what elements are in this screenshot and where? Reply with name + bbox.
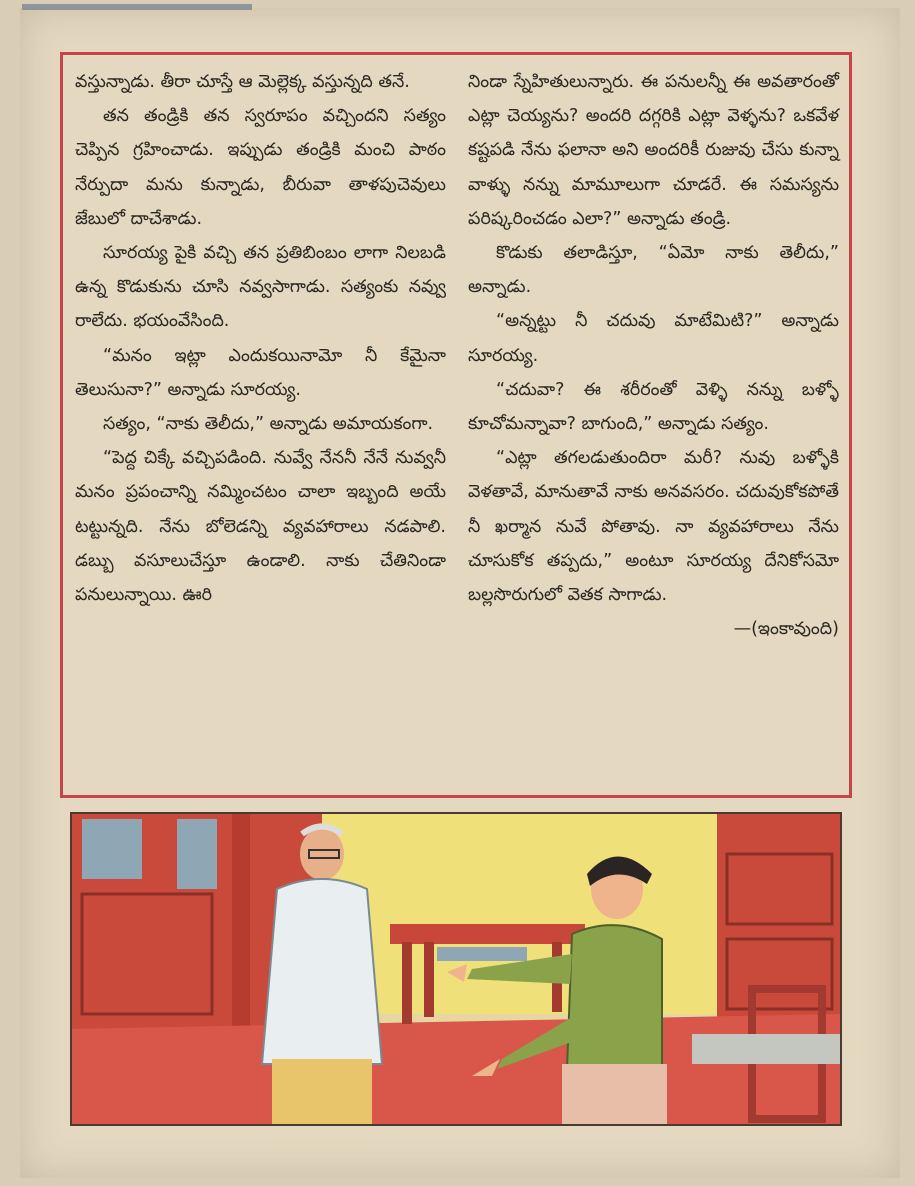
paragraph: సూరయ్య పైకి వచ్చి తన ప్రతిబింబం లాగా నిలబడి ఉన్న కొడుకును చూసి నవ్వసాగాడు. సత్యంకు నవ్వు రాలేదు. భయంవేసింది.	[75, 243, 446, 332]
table	[390, 924, 585, 944]
continued-label: —(ఇంకావుంది)	[733, 619, 839, 640]
story-illustration	[70, 812, 842, 1126]
paragraph: వస్తున్నాడు. తీరా చూస్తే ఆ మెల్లెక్క వస్తున్నది తనే.	[75, 72, 410, 92]
paragraph: “మనం ఇట్లా ఎందుకయినామో నీ కేమైనా తెలుసునా?” అన్నాడు సూరయ్య.	[75, 345, 446, 400]
paragraph: “చదువా? ఈ శరీరంతో వెళ్ళి నన్ను బళ్ళో కూచోమన్నావా? బాగుంది,” అన్నాడు సత్యం.	[468, 379, 839, 435]
paragraph: కొడుకు తలాడిస్తూ, “ఏమో నాకు తెలీదు,” అన్నాడు.	[468, 243, 839, 298]
floor	[72, 1014, 840, 1124]
paragraph: “ఎట్లా తగలడుతుందిరా మరీ? నువు బళ్ళోకి వెళతావే, మానుతావే నాకు అనవసరం. చదువుకోకపోతే నీ ఖర్మాన నువే పోతావు. నా వ్యవహారాలు నేను చూసుకోక తప్పదు,” అంటూ సూరయ్య దేనికోసమో బల్లసొరుగులో వెతక సాగాడు.	[468, 448, 839, 606]
right-column	[456, 55, 849, 795]
left-column	[63, 55, 456, 795]
story-text-box	[60, 52, 852, 798]
paragraph: “పెద్ద చిక్కే వచ్చిపడింది. నువ్వే నేననీ నేనే నువ్వనీ మనం ప్రపంచాన్ని నమ్మించటం చాలా ఇబ్బంది అయే టట్టున్నది. నేను బోలెడన్ని వ్యవహారాలు నడపాలి. డబ్బు వసూలుచేస్తూ ఉండాలి. నాకు చేతినిండా పనులున్నాయి. ఊరి	[75, 448, 446, 606]
illustration-drawing	[72, 814, 840, 1124]
paragraph: “అన్నట్టు నీ చదువు మాటేమిటి?” అన్నాడు సూరయ్య.	[468, 311, 839, 366]
paragraph: తన తండ్రికి తన స్వరూపం వచ్చిందని సత్యం చెప్పిన గ్రహించాడు. ఇప్పుడు తండ్రికి మంచి పాఠం నేర్పుదా మను కున్నాడు, బీరువా తాళపుచెవులు జేబులో దాచేశాడు.	[75, 106, 446, 229]
paragraph: సత్యం, “నాకు తెలీదు,” అన్నాడు అమాయకంగా.	[103, 414, 434, 435]
paragraph: నిండా స్నేహితులున్నారు. ఈ పనులన్నీ ఈ అవతారంతో ఎట్లా చెయ్యను? అందరి దగ్గరికి ఎట్లా వెళ్ళను? ఒకవేళ కష్టపడి నేను ఫలానా అని అందరికీ రుజువు చేసు కున్నా వాళ్ళు నన్ను మామూలుగా చూడరే. ఈ సమస్యను పరిష్కరించడం ఎలా?” అన్నాడు తండ్రి.	[468, 72, 839, 229]
page-edge-strip	[22, 4, 252, 10]
